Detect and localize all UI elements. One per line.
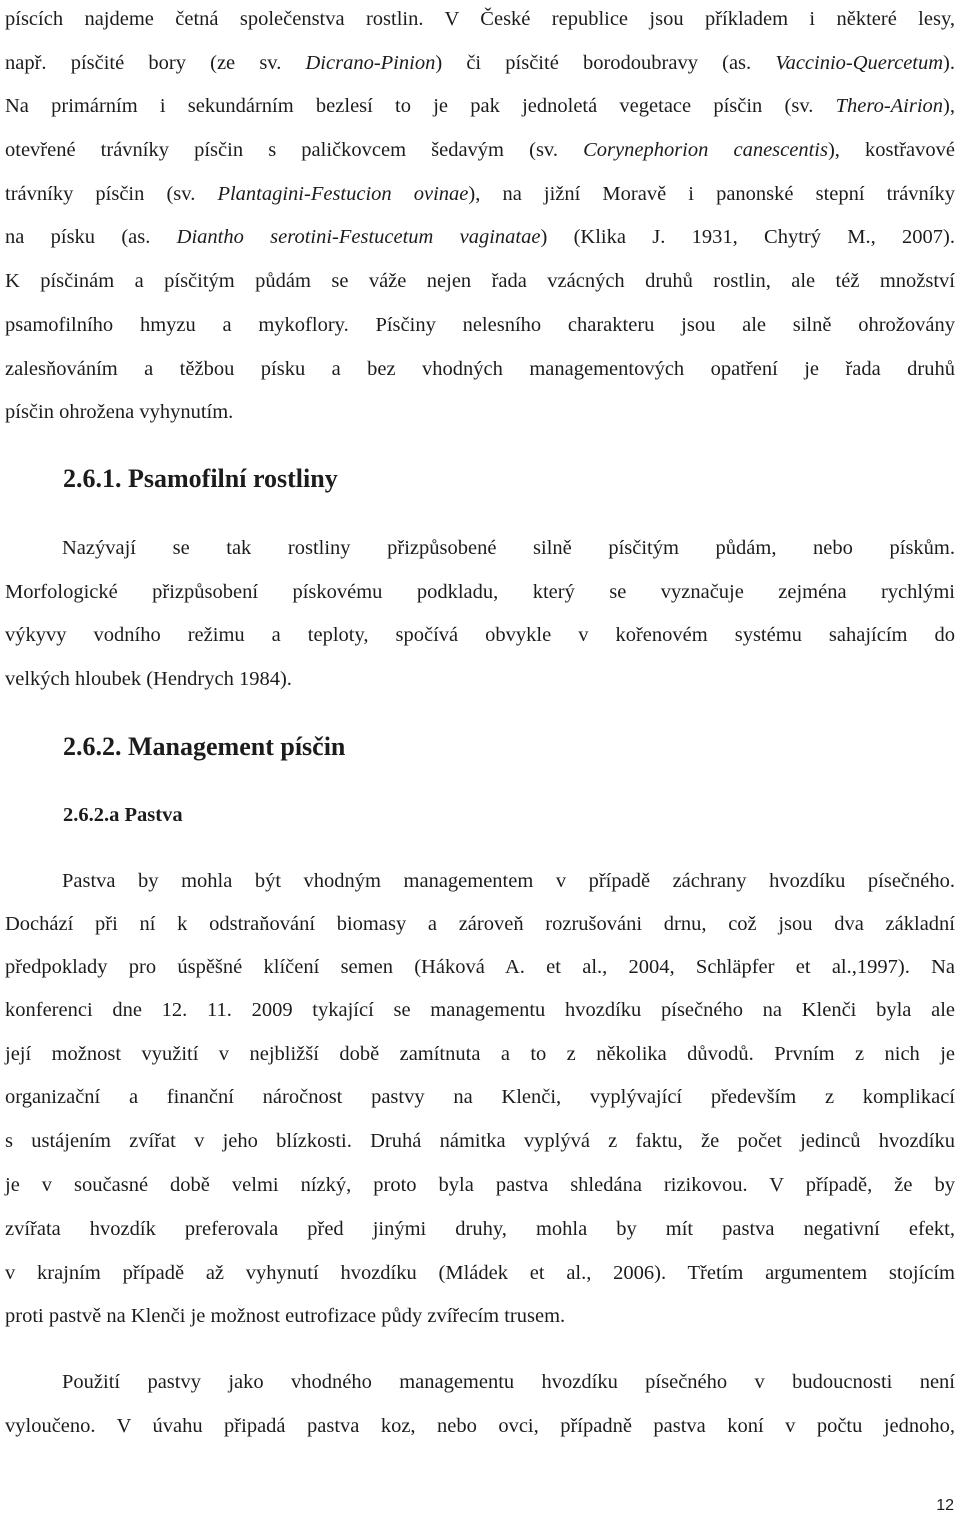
text-line [5, 92, 955, 120]
text-segment: zalesňováním a těžbou písku a bez vhodných managementových opatření je řada druhů [5, 358, 955, 380]
text-line: je v současné době velmi nízký, proto byla pastva shledána rizikovou. V případě, že by [5, 1174, 955, 1196]
italic-taxon-name: Thero-Airion [835, 95, 944, 117]
text-line [5, 180, 955, 208]
text-line [5, 136, 955, 164]
text-segment: ) (Klika J. 1931, Chytrý M., 2007). [540, 226, 955, 248]
text-line: vyloučeno. V úvahu připadá pastva koz, nebo ovci, případně pastva koní v počtu jednoho, [5, 1415, 955, 1437]
text-line [5, 355, 955, 383]
text-line [5, 311, 955, 339]
text-line: v krajním případě až vyhynutí hvozdíku (Mládek et al., 2006). Třetím argumentem stojícím [5, 1262, 955, 1284]
text-line: Dochází při ní k odstraňování biomasy a zároveň rozrušováni drnu, což jsou dva základní [5, 913, 955, 935]
text-segment: ), [943, 95, 955, 117]
text-segment: ), na jižní Moravě i panonské stepní trávníky [468, 183, 955, 205]
italic-taxon-name: Vaccinio-Quercetum [775, 52, 944, 74]
text-segment: ) či písčité borodoubravy (as. [435, 52, 776, 74]
text-line: předpoklady pro úspěšné klíčení semen (Háková A. et al., 2004, Schläpfer et al.,1997). Na [5, 956, 955, 978]
text-segment: K písčinám a písčitým půdám se váže nejen řada vzácných druhů rostlin, ale též množství [5, 270, 955, 292]
section-heading-2-6-2: 2.6.2. Management písčin [63, 732, 346, 761]
text-segment: trávníky písčin (sv. [5, 183, 218, 205]
text-line: organizační a finanční náročnost pastvy na Klenči, vyplývající především z komplikací [5, 1086, 955, 1108]
italic-taxon-name: Plantagini-Festucion ovinae [217, 183, 469, 205]
text-line: Nazývají se tak rostliny přizpůsobené silně písčitým půdám, nebo pískům. [62, 537, 955, 559]
text-segment: psamofilního hmyzu a mykoflory. Písčiny nelesního charakteru jsou ale silně ohrožovány [5, 314, 955, 336]
page-number: 12 [936, 1497, 954, 1514]
text-line: proti pastvě na Klenči je možnost eutrofizace půdy zvířecím trusem. [5, 1305, 566, 1327]
text-segment: na písku (as. [5, 226, 177, 248]
text-segment: např. písčité bory (ze sv. [5, 52, 306, 74]
text-line [5, 398, 955, 426]
subsection-heading-2-6-2-a: 2.6.2.a Pastva [63, 804, 183, 826]
text-line: s ustájením zvířat v jeho blízkosti. Druhá námitka vyplývá z faktu, že počet jedinců hvozdíku [5, 1130, 955, 1152]
text-line: výkyvy vodního režimu a teploty, spočívá obvykle v kořenovém systému sahajícím do [5, 624, 955, 646]
text-line: Pastva by mohla být vhodným managementem v případě záchrany hvozdíku písečného. [62, 870, 955, 892]
text-line [5, 267, 955, 295]
text-segment: ), kostřavové [827, 139, 955, 161]
text-line [5, 49, 955, 77]
text-line: její možnost využití v nejbližší době zamítnuta a to z několika důvodů. Prvním z nich je [5, 1043, 955, 1065]
text-line [5, 223, 955, 251]
text-line: Morfologické přizpůsobení pískovému podkladu, který se vyznačuje zejména rychlými [5, 581, 955, 603]
italic-taxon-name: Corynephorion canescentis [583, 139, 828, 161]
text-line: zvířata hvozdík preferovala před jinými druhy, mohla by mít pastva negativní efekt, [5, 1218, 955, 1240]
section-heading-2-6-1: 2.6.1. Psamofilní rostliny [63, 464, 338, 493]
text-segment: písčin ohrožena vyhynutím. [5, 401, 234, 423]
text-line: konferenci dne 12. 11. 2009 tykající se managementu hvozdíku písečného na Klenči byla ale [5, 999, 955, 1021]
text-segment: píscích najdeme četná společenstva rostlin. V České republice jsou příkladem i některé lesy, [5, 8, 955, 30]
text-line: Použití pastvy jako vhodného managementu hvozdíku písečného v budoucnosti není [62, 1371, 955, 1393]
italic-taxon-name: Dicrano-Pinion [305, 52, 436, 74]
text-segment: Na primárním i sekundárním bezlesí to je pak jednoletá vegetace písčin (sv. [5, 95, 836, 117]
italic-taxon-name: Diantho serotini-Festucetum vaginatae [176, 226, 541, 248]
text-line [5, 5, 955, 33]
text-line: velkých hloubek (Hendrych 1984). [5, 668, 292, 690]
text-segment: ). [943, 52, 955, 74]
text-segment: otevřené trávníky písčin s paličkovcem šedavým (sv. [5, 139, 584, 161]
